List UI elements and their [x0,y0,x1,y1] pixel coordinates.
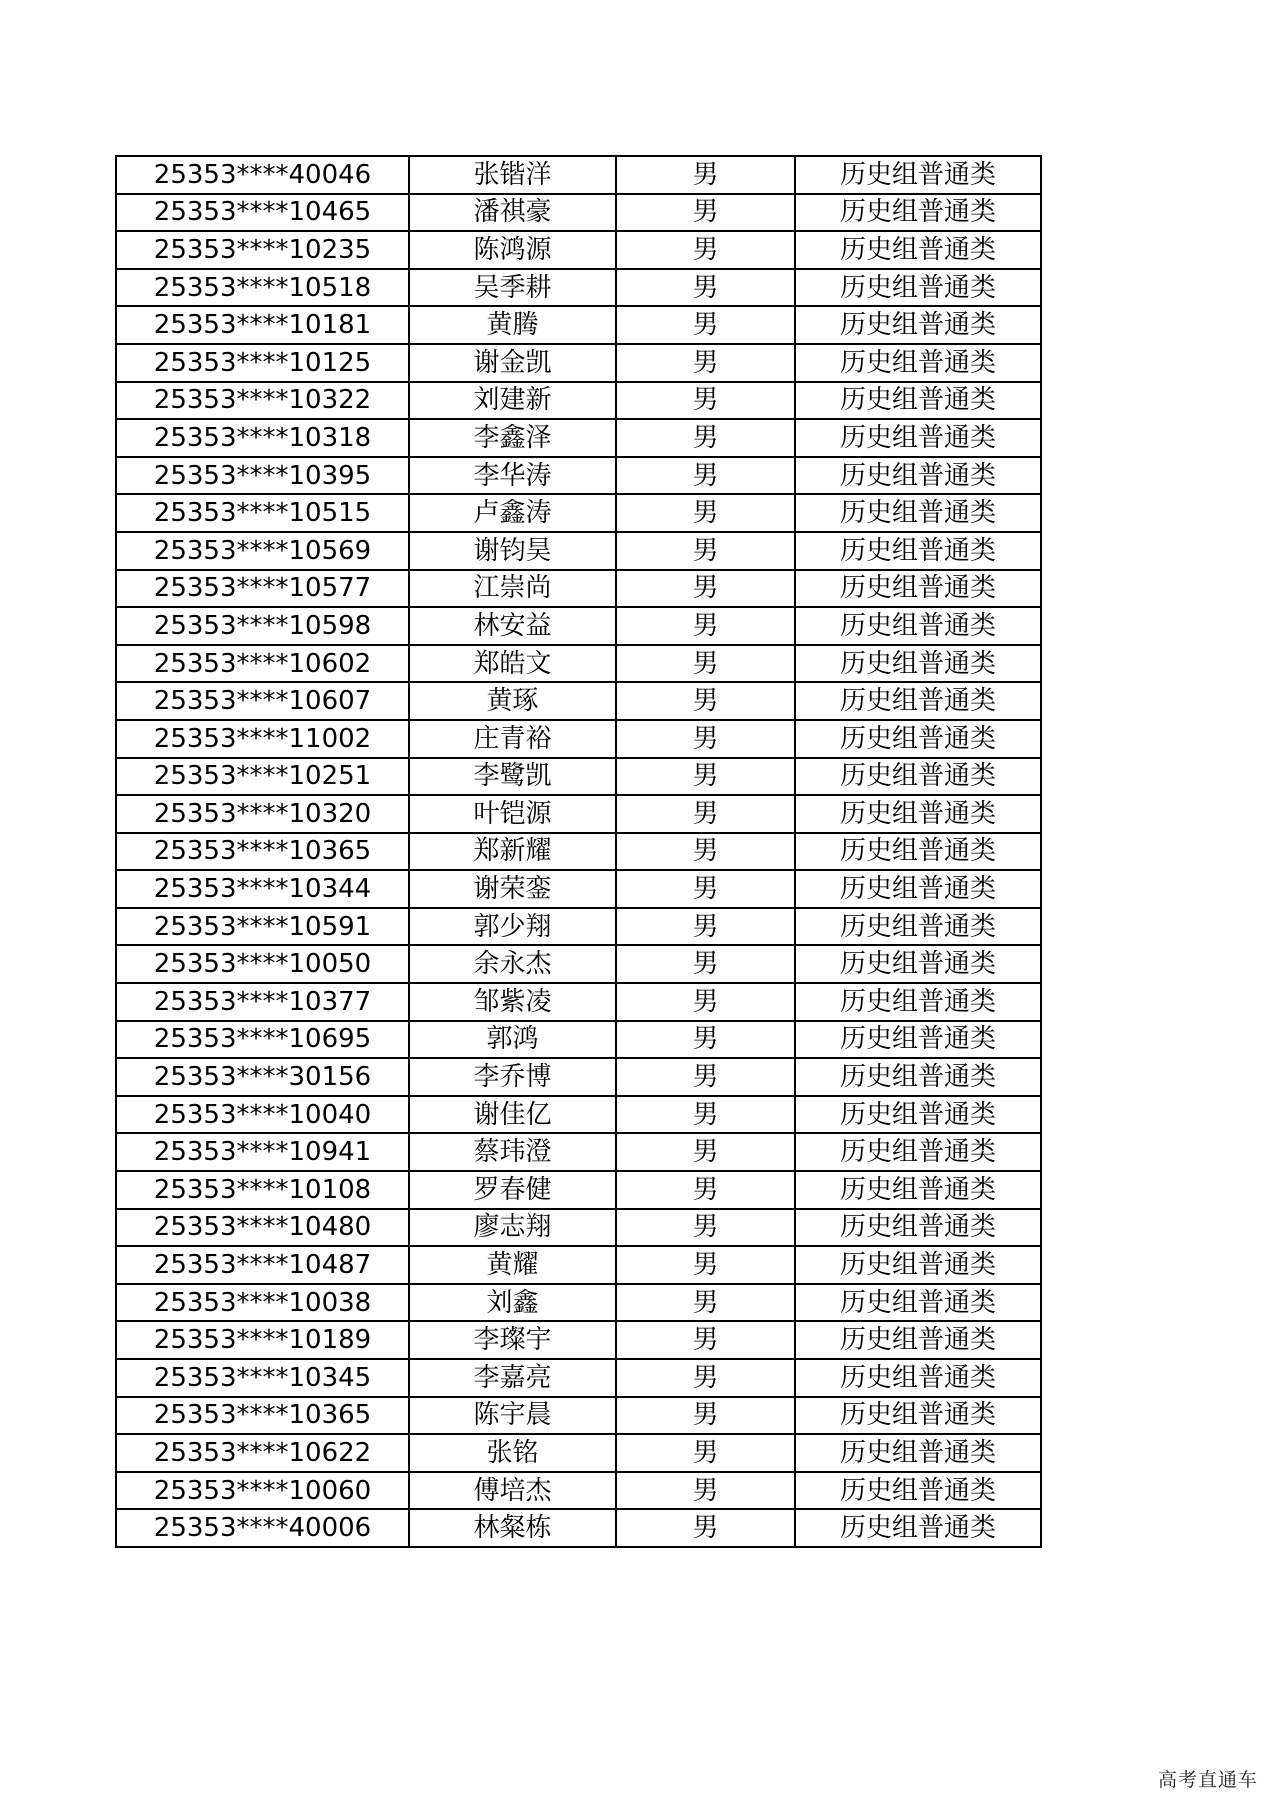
student-name-cell: 张铭 [409,1434,616,1472]
category-cell: 历史组普通类 [795,194,1041,232]
gender-cell: 男 [616,795,795,833]
category-cell: 历史组普通类 [795,269,1041,307]
student-name-cell: 刘建新 [409,382,616,420]
category-cell: 历史组普通类 [795,306,1041,344]
exam-number-cell: 25353****40006 [116,1509,409,1547]
watermark-text: 高考直通车 [1157,1769,1258,1791]
category-cell: 历史组普通类 [795,1209,1041,1247]
category-cell: 历史组普通类 [795,231,1041,269]
category-cell: 历史组普通类 [795,532,1041,570]
student-name-cell: 张锴洋 [409,156,616,194]
student-name-cell: 林粲栋 [409,1509,616,1547]
category-cell: 历史组普通类 [795,1321,1041,1359]
table-row [116,306,1041,344]
exam-number-cell: 25353****30156 [116,1058,409,1096]
category-cell: 历史组普通类 [795,457,1041,495]
exam-number-cell: 25353****10487 [116,1246,409,1284]
exam-number-cell: 25353****10607 [116,682,409,720]
table-row [116,1171,1041,1209]
student-name-cell: 刘鑫 [409,1284,616,1322]
category-cell: 历史组普通类 [795,382,1041,420]
category-cell: 历史组普通类 [795,1021,1041,1059]
gender-cell: 男 [616,1397,795,1435]
table-row [116,344,1041,382]
student-name-cell: 李嘉亮 [409,1359,616,1397]
table-row [116,1359,1041,1397]
student-name-cell: 吴季耕 [409,269,616,307]
exam-number-cell: 25353****10577 [116,570,409,608]
table-row [116,269,1041,307]
category-cell: 历史组普通类 [795,1058,1041,1096]
table-row [116,532,1041,570]
student-name-cell: 陈鸿源 [409,231,616,269]
student-name-cell: 余永杰 [409,945,616,983]
gender-cell: 男 [616,1359,795,1397]
student-name-cell: 谢金凯 [409,344,616,382]
gender-cell: 男 [616,908,795,946]
gender-cell: 男 [616,419,795,457]
table-row [116,1096,1041,1134]
exam-number-cell: 25353****10318 [116,419,409,457]
exam-number-cell: 25353****10322 [116,382,409,420]
table-row [116,419,1041,457]
exam-number-cell: 25353****10365 [116,1397,409,1435]
table-row [116,1133,1041,1171]
student-name-cell: 潘祺豪 [409,194,616,232]
table-row [116,720,1041,758]
table-row [116,194,1041,232]
gender-cell: 男 [616,1021,795,1059]
table-row [116,382,1041,420]
exam-number-cell: 25353****10569 [116,532,409,570]
category-cell: 历史组普通类 [795,1096,1041,1134]
category-cell: 历史组普通类 [795,833,1041,871]
student-name-cell: 林安益 [409,607,616,645]
category-cell: 历史组普通类 [795,1284,1041,1322]
exam-number-cell: 25353****10038 [116,1284,409,1322]
table-row [116,1397,1041,1435]
category-cell: 历史组普通类 [795,645,1041,683]
gender-cell: 男 [616,1209,795,1247]
gender-cell: 男 [616,306,795,344]
gender-cell: 男 [616,1246,795,1284]
gender-cell: 男 [616,1321,795,1359]
exam-number-cell: 25353****10518 [116,269,409,307]
gender-cell: 男 [616,1133,795,1171]
student-name-cell: 李璨宇 [409,1321,616,1359]
student-name-cell: 郑皓文 [409,645,616,683]
category-cell: 历史组普通类 [795,1509,1041,1547]
student-name-cell: 郭少翔 [409,908,616,946]
category-cell: 历史组普通类 [795,983,1041,1021]
table-row [116,983,1041,1021]
student-name-cell: 罗春健 [409,1171,616,1209]
student-name-cell: 邹紫凌 [409,983,616,1021]
exam-number-cell: 25353****10365 [116,833,409,871]
student-name-cell: 郑新耀 [409,833,616,871]
student-name-cell: 庄青裕 [409,720,616,758]
gender-cell: 男 [616,720,795,758]
table-row [116,1058,1041,1096]
admission-roster-table [115,155,1042,1548]
student-name-cell: 李鑫泽 [409,419,616,457]
gender-cell: 男 [616,1434,795,1472]
table-row [116,645,1041,683]
gender-cell: 男 [616,833,795,871]
exam-number-cell: 25353****10941 [116,1133,409,1171]
gender-cell: 男 [616,269,795,307]
table-row [116,1509,1041,1547]
table-row [116,607,1041,645]
table-row [116,945,1041,983]
student-name-cell: 黄琢 [409,682,616,720]
table-row [116,1284,1041,1322]
table-row [116,682,1041,720]
gender-cell: 男 [616,870,795,908]
table-row [116,1321,1041,1359]
exam-number-cell: 25353****10465 [116,194,409,232]
exam-number-cell: 25353****10040 [116,1096,409,1134]
gender-cell: 男 [616,231,795,269]
category-cell: 历史组普通类 [795,419,1041,457]
exam-number-cell: 25353****10622 [116,1434,409,1472]
exam-number-cell: 25353****11002 [116,720,409,758]
student-name-cell: 谢荣銮 [409,870,616,908]
exam-number-cell: 25353****10125 [116,344,409,382]
category-cell: 历史组普通类 [795,720,1041,758]
student-name-cell: 谢佳亿 [409,1096,616,1134]
category-cell: 历史组普通类 [795,1171,1041,1209]
category-cell: 历史组普通类 [795,494,1041,532]
gender-cell: 男 [616,945,795,983]
gender-cell: 男 [616,494,795,532]
gender-cell: 男 [616,1472,795,1510]
table-row [116,1246,1041,1284]
student-name-cell: 黄腾 [409,306,616,344]
exam-number-cell: 25353****10251 [116,758,409,796]
gender-cell: 男 [616,607,795,645]
category-cell: 历史组普通类 [795,570,1041,608]
category-cell: 历史组普通类 [795,945,1041,983]
student-name-cell: 黄耀 [409,1246,616,1284]
roster-table-body [116,156,1041,1547]
exam-number-cell: 25353****10480 [116,1209,409,1247]
gender-cell: 男 [616,457,795,495]
exam-number-cell: 25353****40046 [116,156,409,194]
category-cell: 历史组普通类 [795,156,1041,194]
exam-number-cell: 25353****10344 [116,870,409,908]
category-cell: 历史组普通类 [795,1472,1041,1510]
exam-number-cell: 25353****10591 [116,908,409,946]
student-name-cell: 李华涛 [409,457,616,495]
exam-number-cell: 25353****10345 [116,1359,409,1397]
category-cell: 历史组普通类 [795,758,1041,796]
gender-cell: 男 [616,1171,795,1209]
student-name-cell: 李鹭凯 [409,758,616,796]
gender-cell: 男 [616,758,795,796]
gender-cell: 男 [616,1058,795,1096]
table-row [116,457,1041,495]
table-row [116,870,1041,908]
student-name-cell: 李乔博 [409,1058,616,1096]
exam-number-cell: 25353****10235 [116,231,409,269]
student-name-cell: 江崇尚 [409,570,616,608]
table-row [116,908,1041,946]
table-row [116,494,1041,532]
exam-number-cell: 25353****10320 [116,795,409,833]
category-cell: 历史组普通类 [795,682,1041,720]
table-row [116,833,1041,871]
exam-number-cell: 25353****10181 [116,306,409,344]
student-name-cell: 廖志翔 [409,1209,616,1247]
student-name-cell: 傅培杰 [409,1472,616,1510]
category-cell: 历史组普通类 [795,1397,1041,1435]
exam-number-cell: 25353****10108 [116,1171,409,1209]
student-name-cell: 蔡玮澄 [409,1133,616,1171]
table-row [116,795,1041,833]
exam-number-cell: 25353****10189 [116,1321,409,1359]
gender-cell: 男 [616,682,795,720]
gender-cell: 男 [616,983,795,1021]
table-row [116,156,1041,194]
category-cell: 历史组普通类 [795,1133,1041,1171]
table-row [116,570,1041,608]
gender-cell: 男 [616,1284,795,1322]
gender-cell: 男 [616,645,795,683]
exam-number-cell: 25353****10395 [116,457,409,495]
student-name-cell: 郭鸿 [409,1021,616,1059]
table-row [116,231,1041,269]
student-name-cell: 叶铠源 [409,795,616,833]
student-name-cell: 谢钧昊 [409,532,616,570]
gender-cell: 男 [616,570,795,608]
table-row [116,1434,1041,1472]
category-cell: 历史组普通类 [795,1359,1041,1397]
table-row [116,1472,1041,1510]
table-row [116,1209,1041,1247]
category-cell: 历史组普通类 [795,795,1041,833]
gender-cell: 男 [616,194,795,232]
gender-cell: 男 [616,156,795,194]
student-name-cell: 卢鑫涛 [409,494,616,532]
category-cell: 历史组普通类 [795,1246,1041,1284]
exam-number-cell: 25353****10695 [116,1021,409,1059]
exam-number-cell: 25353****10602 [116,645,409,683]
category-cell: 历史组普通类 [795,1434,1041,1472]
table-row [116,758,1041,796]
category-cell: 历史组普通类 [795,908,1041,946]
gender-cell: 男 [616,532,795,570]
table-row [116,1021,1041,1059]
exam-number-cell: 25353****10377 [116,983,409,1021]
category-cell: 历史组普通类 [795,344,1041,382]
category-cell: 历史组普通类 [795,607,1041,645]
gender-cell: 男 [616,1096,795,1134]
exam-number-cell: 25353****10515 [116,494,409,532]
exam-number-cell: 25353****10050 [116,945,409,983]
gender-cell: 男 [616,382,795,420]
gender-cell: 男 [616,1509,795,1547]
student-name-cell: 陈宇晨 [409,1397,616,1435]
exam-number-cell: 25353****10060 [116,1472,409,1510]
exam-number-cell: 25353****10598 [116,607,409,645]
gender-cell: 男 [616,344,795,382]
category-cell: 历史组普通类 [795,870,1041,908]
